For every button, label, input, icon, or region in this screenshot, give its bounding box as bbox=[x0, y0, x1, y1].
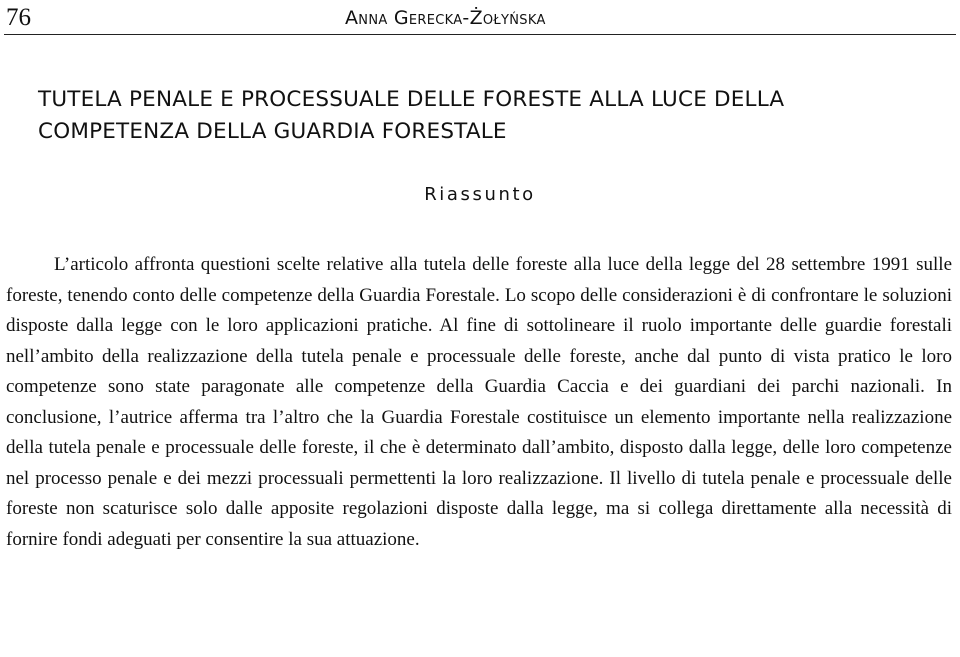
page-header bbox=[0, 0, 960, 34]
article-title: TUTELA PENALE E PROCESSUALE DELLE FORESTE ALLA LUCE DELLA COMPETENZA DELLA GUARDIA FORESTALE bbox=[38, 87, 785, 144]
abstract-body: L’articolo affronta questioni scelte relative alla tutela delle foreste alla luce della legge del 28 settembre 1991 sulle foreste, tenendo conto delle competenze della Guardia Forestale. Lo scopo delle considerazioni è di confrontare le soluzioni disposte dalla legge con le loro applicazioni pratiche. Al fine di sottolineare il ruolo importante delle guardie forestali nell’ambito della realizzazione della tutela penale e processuale delle foreste, anche dal punto di vista pratico le loro competenze sono state paragonate alle competenze della Guardia Caccia e dei guardiani dei parchi nazionali. In conclusione, l’autrice afferma tra l’altro che la Guardia Forestale costituisce un elemento importante nella realizzazione della tutela penale e processuale delle foreste, il che è determinato dall’ambito, disposto dalla legge, delle loro competenze nel processo penale e dei mezzi processuali permettenti la loro realizzazione. Il livello di tutela penale e processuale delle foreste non scaturisce solo dalle apposite regolazioni disposte dalla legge, ma si collega direttamente alla necessità di fornire fondi adeguati per consentire la sua attuazione. bbox=[6, 254, 952, 550]
running-head-author: Anna Gerecka-Żołyńska bbox=[345, 7, 546, 29]
abstract-heading: Riassunto bbox=[424, 184, 536, 205]
header-rule bbox=[4, 34, 956, 35]
page-number: 76 bbox=[6, 4, 31, 31]
